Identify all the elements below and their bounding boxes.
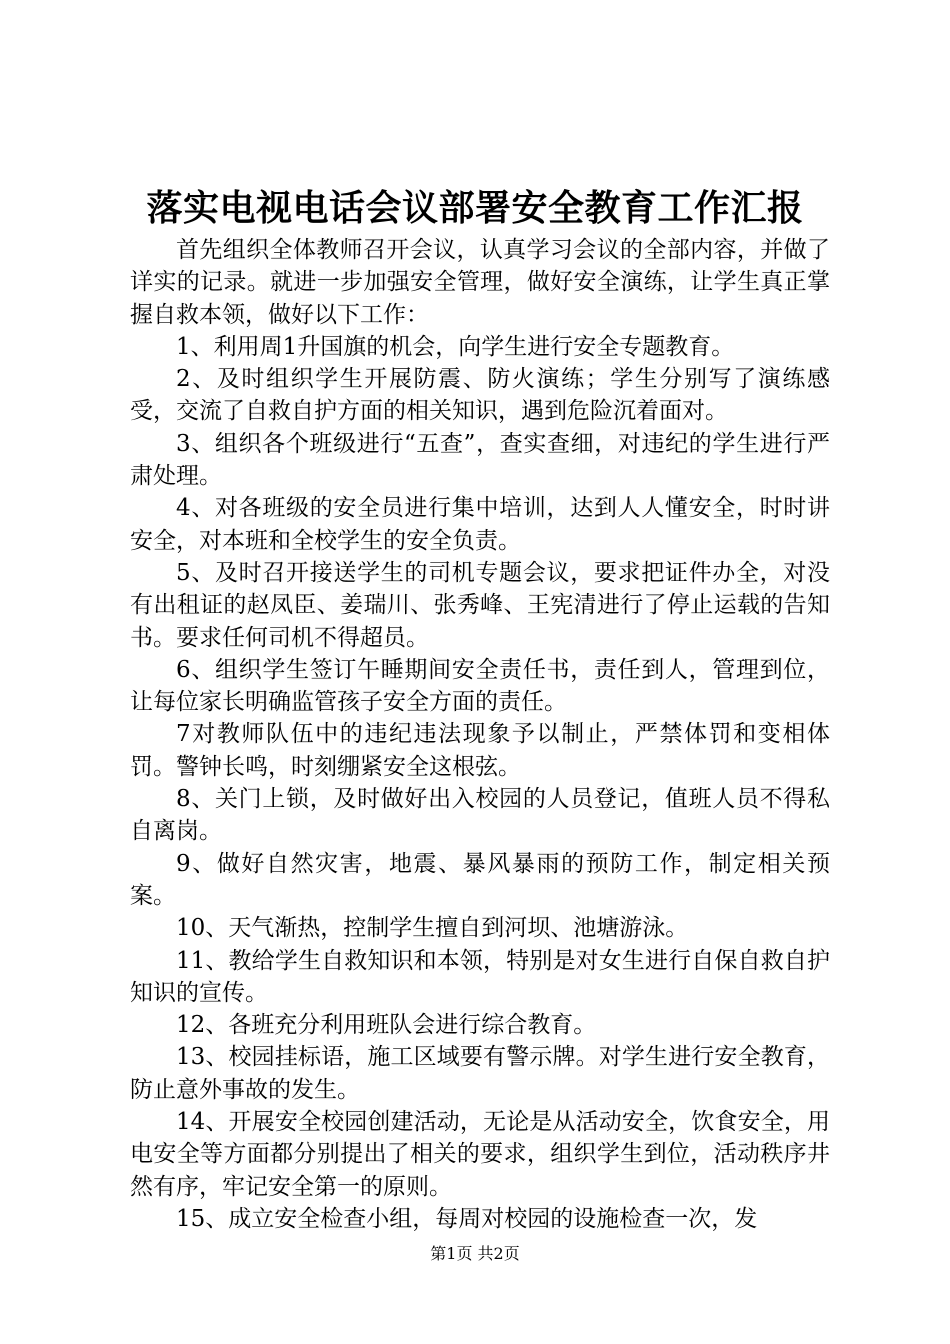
paragraph-item-15: 15、成立安全检查小组，每周对校园的设施检查一次，发 [176, 1205, 758, 1232]
page-number-footer: 第1页 共2页 [430, 1244, 520, 1263]
paragraph-item-2: 2、及时组织学生开展防震、防火演练；学生分别写了演练感受，交流了自救自护方面的相关知识，遇到危险沉着面对。 [130, 366, 830, 425]
paragraph-item-5: 5、及时召开接送学生的司机专题会议，要求把证件办全，对没有出租证的赵凤臣、姜瑞川、张秀峰、王宪清进行了停止运载的告知书。要求任何司机不得超员。 [130, 559, 830, 651]
document-title: 落实电视电话会议部署安全教育工作汇报 [146, 187, 804, 229]
paragraph-item-7: 7对教师队伍中的违纪违法现象予以制止，严禁体罚和变相体罚。警钟长鸣，时刻绷紧安全这根弦。 [130, 721, 830, 780]
paragraph-item-4: 4、对各班级的安全员进行集中培训，达到人人懂安全，时时讲安全，对本班和全校学生的安全负责。 [130, 495, 830, 554]
paragraph-item-3: 3、组织各个班级进行“五查”，查实查细，对违纪的学生进行严肃处理。 [130, 430, 830, 490]
paragraph-item-1: 1、利用周1升国旗的机会，向学生进行安全专题教育。 [176, 333, 735, 360]
paragraph-item-8: 8、关门上锁，及时做好出入校园的人员登记，值班人员不得私自离岗。 [130, 786, 830, 845]
document-body [130, 234, 830, 1235]
paragraph-intro: 首先组织全体教师召开会议，认真学习会议的全部内容，并做了详实的记录。就进一步加强安全管理，做好安全演练，让学生真正掌握自救本领，做好以下工作： [130, 237, 830, 328]
paragraph-item-14: 14、开展安全校园创建活动，无论是从活动安全，饮食安全，用电安全等方面都分别提出了相关的要求，组织学生到位，活动秩序井然有序，牢记安全第一的原则。 [130, 1109, 830, 1200]
paragraph-item-12: 12、各班充分利用班队会进行综合教育。 [176, 1012, 597, 1039]
paragraph-item-11: 11、教给学生自救知识和本领，特别是对女生进行自保自救自护知识的宣传。 [130, 947, 830, 1006]
paragraph-item-10: 10、天气渐热，控制学生擅自到河坝、池塘游泳。 [176, 915, 689, 942]
paragraph-item-13: 13、校园挂标语，施工区域要有警示牌。对学生进行安全教育，防止意外事故的发生。 [130, 1044, 830, 1103]
paragraph-item-9: 9、做好自然灾害，地震、暴风暴雨的预防工作，制定相关预案。 [130, 850, 830, 909]
paragraph-item-6: 6、组织学生签订午睡期间安全责任书，责任到人，管理到位，让每位家长明确监管孩子安全方面的责任。 [130, 656, 830, 716]
